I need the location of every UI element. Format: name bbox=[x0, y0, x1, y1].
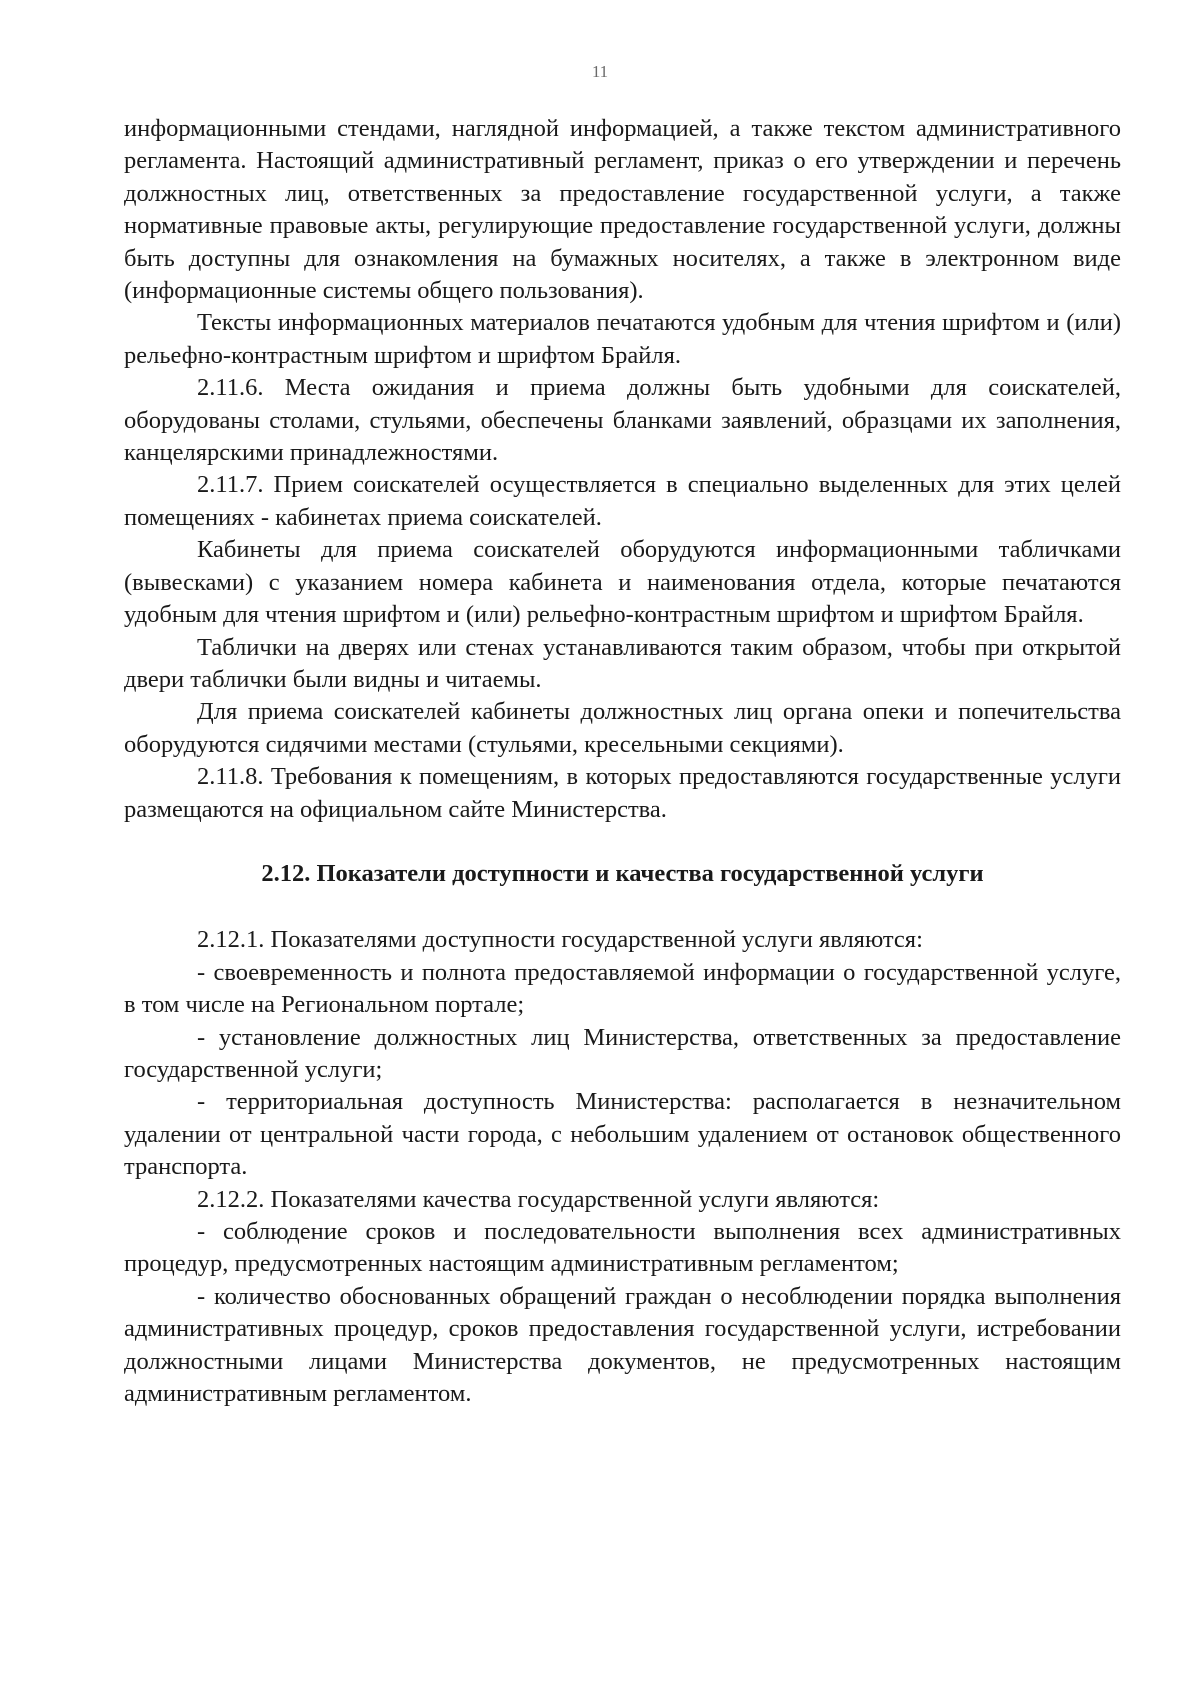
paragraph-2-12-1: 2.12.1. Показателями доступности государственной услуги являются: bbox=[197, 926, 923, 954]
list-item: - территориальная доступность Министерства: располагается в незначительном удалении от центральной части города, с небольшим удалением от остановок общественного транспорта. bbox=[124, 1088, 1121, 1181]
list-item: - своевременность и полнота предоставляемой информации о государственной услуге, в том числе на Региональном портале; bbox=[124, 958, 1121, 1019]
paragraph-2-11-8: 2.11.8. Требования к помещениям, в которых предоставляются государственные услуги размещаются на официальном сайте Министерства. bbox=[124, 763, 1121, 823]
paragraph: Для приема соискателей кабинеты должностных лиц органа опеки и попечительства оборудуются сидячими местами (стульями, кресельными секциями). bbox=[124, 698, 1121, 758]
paragraph: Таблички на дверях или стенах устанавливаются таким образом, чтобы при открытой двери таблички были видны и читаемы. bbox=[124, 633, 1121, 693]
list-item: - количество обоснованных обращений граждан о несоблюдении порядка выполнения административных процедур, сроков предоставления государственной услуги, истребовании должностными лицами Министерства документов, не предусмотренных настоящим административным регламентом. bbox=[124, 1282, 1121, 1408]
paragraph-2-12-2: 2.12.2. Показателями качества государственной услуги являются: bbox=[197, 1185, 880, 1213]
section-heading-2-12: 2.12. Показатели доступности и качества государственной услуги bbox=[261, 859, 984, 887]
paragraph-2-11-6: 2.11.6. Места ожидания и приема должны быть удобными для соискателей, оборудованы столами, стульями, обеспечены бланками заявлений, образцами их заполнения, канцелярскими принадлежностями. bbox=[124, 374, 1121, 467]
page-number: 11 bbox=[591, 62, 609, 81]
paragraph: Кабинеты для приема соискателей оборудуются информационными табличками (вывесками) с указанием номера кабинета и наименования отдела, которые печатаются удобным для чтения шрифтом и (или) рельефно-контрастным шрифтом и шрифтом Брайля. bbox=[124, 536, 1121, 629]
paragraph: Тексты информационных материалов печатаются удобным для чтения шрифтом и (или) рельефно-контрастным шрифтом и шрифтом Брайля. bbox=[124, 309, 1121, 369]
document-body bbox=[124, 113, 1121, 1410]
list-item: - соблюдение сроков и последовательности выполнения всех административных процедур, предусмотренных настоящим административным регламентом; bbox=[124, 1218, 1121, 1278]
paragraph-2-11-7: 2.11.7. Прием соискателей осуществляется в специально выделенных для этих целей помещениях - кабинетах приема соискателей. bbox=[124, 471, 1121, 531]
paragraph: информационными стендами, наглядной информацией, а также текстом административного регламента. Настоящий административный регламент, приказ о его утверждении и перечень должностных лиц, ответственных за предоставление государственной услуги, а также нормативные правовые акты, регулирующие предоставление государственной услуги, должны быть доступны для ознакомления на бумажных носителях, а также в электронном виде (информационные системы общего пользования). bbox=[124, 115, 1121, 305]
section-2-11-continuation bbox=[124, 113, 1121, 826]
section-2-12 bbox=[124, 924, 1121, 1410]
list-item: - установление должностных лиц Министерства, ответственных за предоставление государственной услуги; bbox=[124, 1023, 1121, 1083]
